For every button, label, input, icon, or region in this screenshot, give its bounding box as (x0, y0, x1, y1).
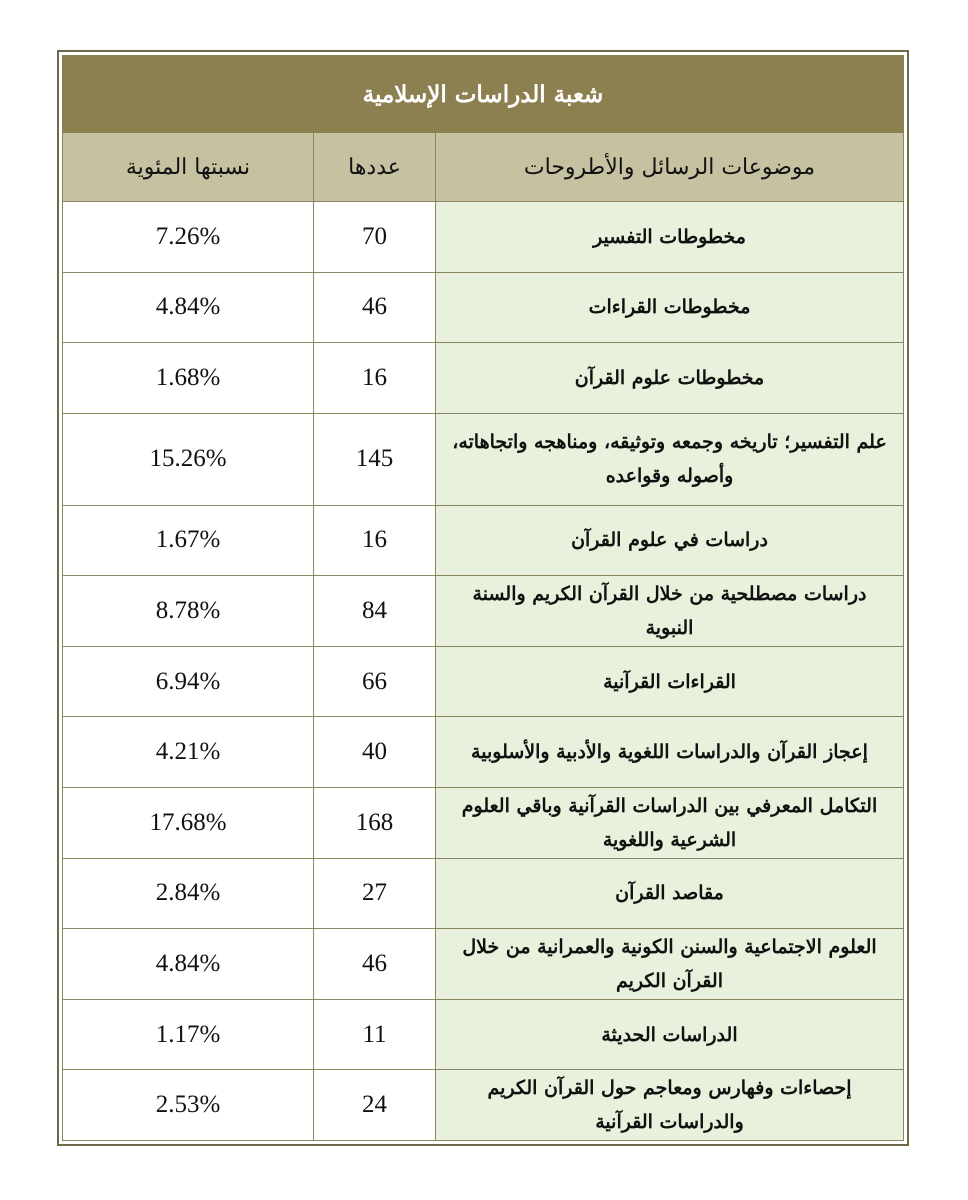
topic-cell: العلوم الاجتماعية والسنن الكونية والعمرانية من خلال القرآن الكريم (436, 929, 904, 1000)
percent-cell: 1.67% (63, 505, 314, 576)
topic-cell: دراسات مصطلحية من خلال القرآن الكريم والسنة النبوية (436, 576, 904, 647)
table-header-row (63, 133, 904, 202)
topic-cell: دراسات في علوم القرآن (436, 505, 904, 576)
studies-table (62, 55, 904, 1141)
table-row (63, 787, 904, 858)
percent-cell: 4.21% (63, 717, 314, 788)
percent-cell: 1.68% (63, 343, 314, 414)
percent-cell: 1.17% (63, 999, 314, 1070)
topic-cell: التكامل المعرفي بين الدراسات القرآنية وباقي العلوم الشرعية واللغوية (436, 787, 904, 858)
count-cell: 40 (314, 717, 436, 788)
topic-cell: إعجاز القرآن والدراسات اللغوية والأدبية والأسلوبية (436, 717, 904, 788)
header-count: عددها (314, 133, 436, 202)
count-cell: 24 (314, 1070, 436, 1141)
count-cell: 16 (314, 505, 436, 576)
table-row (63, 576, 904, 647)
percent-cell: 15.26% (63, 413, 314, 505)
count-cell: 66 (314, 646, 436, 717)
percent-cell: 8.78% (63, 576, 314, 647)
count-cell: 145 (314, 413, 436, 505)
count-cell: 16 (314, 343, 436, 414)
topic-cell: مخطوطات علوم القرآن (436, 343, 904, 414)
table-row (63, 343, 904, 414)
table-row (63, 202, 904, 273)
percent-cell: 2.84% (63, 858, 314, 929)
table-row (63, 646, 904, 717)
table-row (63, 717, 904, 788)
count-cell: 46 (314, 272, 436, 343)
table-row (63, 999, 904, 1070)
percent-cell: 7.26% (63, 202, 314, 273)
count-cell: 46 (314, 929, 436, 1000)
count-cell: 27 (314, 858, 436, 929)
topic-cell: القراءات القرآنية (436, 646, 904, 717)
count-cell: 84 (314, 576, 436, 647)
table-row (63, 272, 904, 343)
percent-cell: 4.84% (63, 272, 314, 343)
table-frame (57, 50, 909, 1146)
count-cell: 70 (314, 202, 436, 273)
topic-cell: مخطوطات التفسير (436, 202, 904, 273)
topic-cell: الدراسات الحديثة (436, 999, 904, 1070)
topic-cell: علم التفسير؛ تاريخه وجمعه وتوثيقه، ومناهجه واتجاهاته، وأصوله وقواعده (436, 413, 904, 505)
percent-cell: 6.94% (63, 646, 314, 717)
table-row (63, 505, 904, 576)
table-title-row (63, 56, 904, 133)
percent-cell: 17.68% (63, 787, 314, 858)
percent-cell: 4.84% (63, 929, 314, 1000)
table-row (63, 1070, 904, 1141)
count-cell: 168 (314, 787, 436, 858)
header-percent: نسبتها المئوية (63, 133, 314, 202)
topic-cell: مقاصد القرآن (436, 858, 904, 929)
count-cell: 11 (314, 999, 436, 1070)
table-row (63, 413, 904, 505)
table-title: شعبة الدراسات الإسلامية (63, 56, 904, 133)
table-row (63, 929, 904, 1000)
header-topic: موضوعات الرسائل والأطروحات (436, 133, 904, 202)
topic-cell: مخطوطات القراءات (436, 272, 904, 343)
table-row (63, 858, 904, 929)
percent-cell: 2.53% (63, 1070, 314, 1141)
topic-cell: إحصاءات وفهارس ومعاجم حول القرآن الكريم والدراسات القرآنية (436, 1070, 904, 1141)
